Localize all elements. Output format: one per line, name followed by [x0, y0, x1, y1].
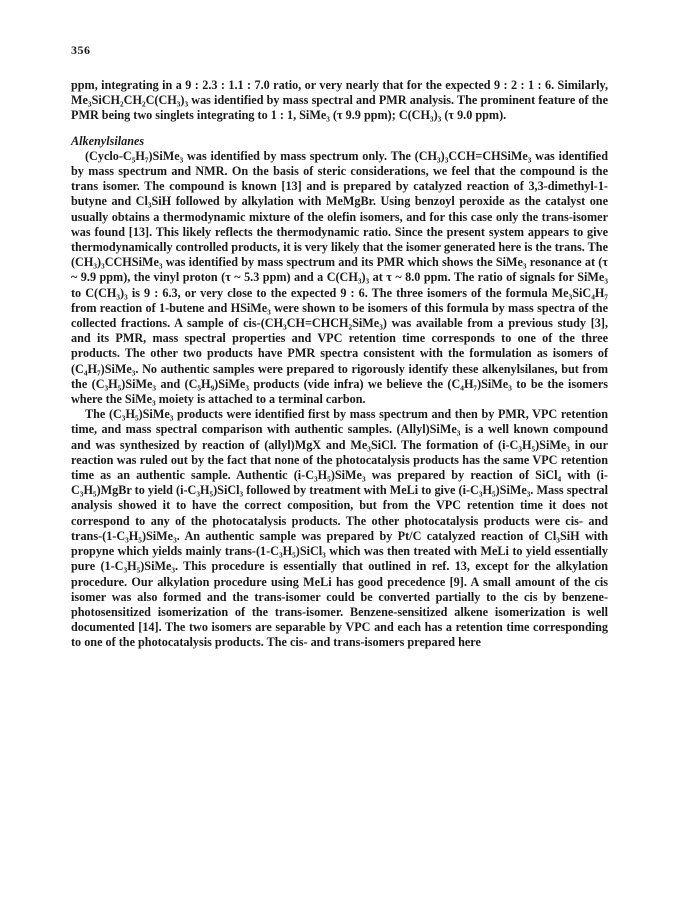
- paragraph-alkenylsilanes: (Cyclo-C₅H₇)SiMe₃ was identified by mass spectrum only. The (CH₃)₃CCH=CHSiMe₃ was identified by mass spectrum and NMR. On the basis of steric considerations, we feel that the compound is the trans isomer. The compound is known [13] and is prepared by catalyzed reaction of 3,3-dimethyl-1-butyne and Cl₃SiH followed by alkylation with MeMgBr. Using benzoyl peroxide as the catalyst one usually obtains a thermodynamic mixture of the olefin isomers, and for this case only the trans-isomer was found [13]. This likely reflects the thermodynamic ratio. Since the present system appears to give thermodynamically controlled products, it is very likely that the isomer generated here is the trans. The (CH₃)₃CCHSiMe₃ was identified by mass spectrum and its PMR which shows the SiMe₃ resonance at (τ ~ 9.9 ppm), the vinyl proton (τ ~ 5.3 ppm) and a C(CH₃)₃ at τ ~ 8.0 ppm. The ratio of signals for SiMe₃ to C(CH₃)₃ is 9 : 6.3, or very close to the expected 9 : 6. The three isomers of the formula Me₃SiC₄H₇ from reaction of 1-butene and HSiMe₃ were shown to be isomers of this formula by mass spectra of the collected fractions. A sample of cis-(CH₃CH=CHCH₂SiMe₃) was available from a previous study [3], and its PMR, mass spectral properties and VPC retention time corresponds to one of the three products. The other two products have PMR spectra consistent with the formulation as isomers of (C₄H₇)SiMe₃. No authentic samples were prepared to rigorously identify these alkenylsilanes, but from the (C₃H₅)SiMe₃ and (C₅H₉)SiMe₃ products (vide infra) we believe the (C₄H₇)SiMe₃ to be the isomers where the SiMe₃ moiety is attached to a terminal carbon.: [71, 148, 608, 407]
- page-number: 356: [71, 43, 91, 57]
- paragraph-propenylsilanes: The (C₃H₅)SiMe₃ products were identified first by mass spectrum and then by PMR, VPC retention time, and mass spectral comparison with authentic samples. (Allyl)SiMe₃ is a well known compound and was synthesized by reaction of (allyl)MgX and Me₃SiCl. The formation of (i-C₃H₅)SiMe₃ in our reaction was ruled out by the fact that none of the photocatalysis products has the same VPC retention time as an authentic sample. Authentic (i-C₃H₅)SiMe₃ was prepared by reaction of SiCl₄ with (i-C₃H₅)MgBr to yield (i-C₃H₅)SiCl₃ followed by treatment with MeLi to give (i-C₃H₅)SiMe₃. Mass spectral analysis showed it to have the correct composition, but from the VPC retention time it does not correspond to any of the photocatalysis products. The other photocatalysis products were cis- and trans-(1-C₃H₅)SiMe₃. An authentic sample was prepared by Pt/C catalyzed reaction of Cl₃SiH with propyne which yields mainly trans-(1-C₃H₅)SiCl₃ which was then treated with MeLi to yield essentially pure (1-C₃H₅)SiMe₃. This procedure is essentially that outlined in ref. 13, except for the alkylation procedure. Our alkylation procedure using MeLi has good precedence [9]. A small amount of the cis isomer was also formed and the trans-isomer could be converted partially to the cis by benzene-photosensitized isomerization of the trans-isomer. Benzene-sensitized alkene isomerization is well documented [14]. The two isomers are separable by VPC and each has a retention time corresponding to one of the photocatalysis products. The cis- and trans-isomers prepared here: [71, 407, 608, 650]
- section-heading-alkenylsilanes: Alkenylsilanes: [71, 133, 145, 148]
- paragraph-continuation: ppm, integrating in a 9 : 2.3 : 1.1 : 7.0 ratio, or very nearly that for the expected 9 : 2 : 1 : 6. Similarly, Me₃SiCH₂CH₂C(CH₃)₃ was identified by mass spectral and PMR analysis. The prominent feature of the PMR being two singlets integrating to 1 : 1, SiMe₃ (τ 9.9 ppm); C(CH₃)₃ (τ 9.0 ppm).: [71, 78, 608, 123]
- body-text: [71, 78, 608, 651]
